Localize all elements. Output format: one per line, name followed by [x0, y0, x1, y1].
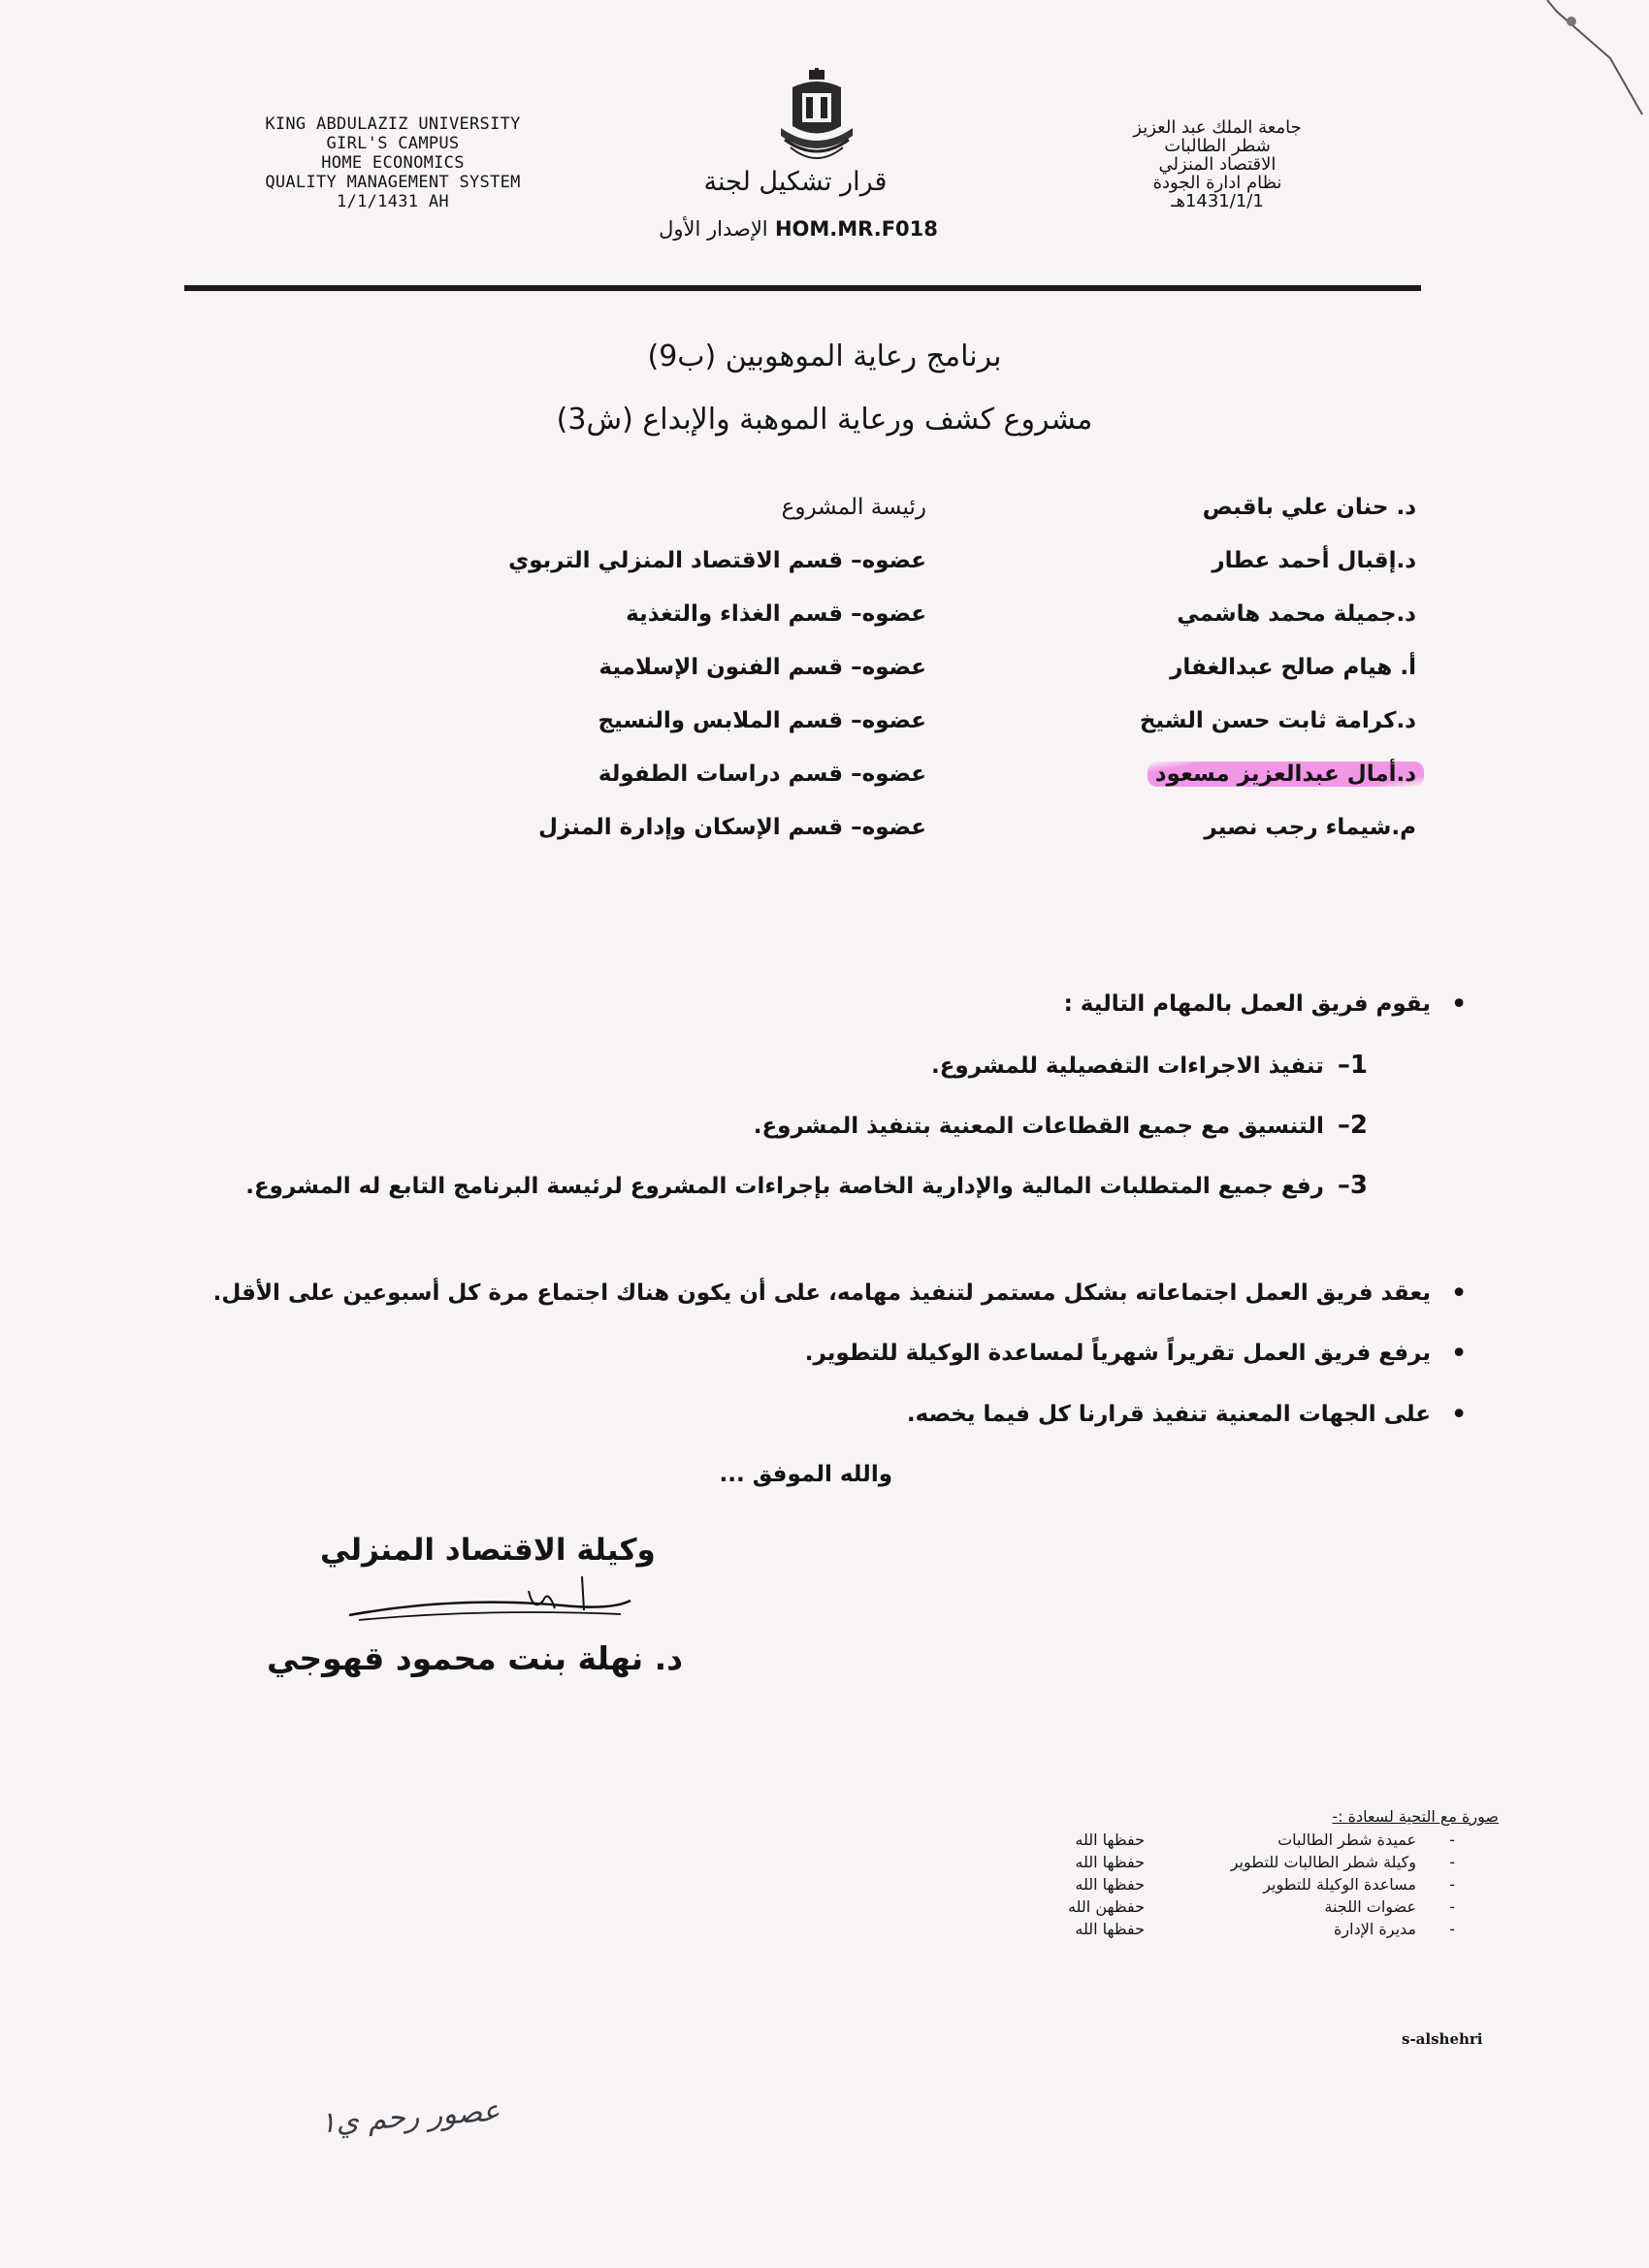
header-english [209, 114, 577, 211]
cc-dash: - [1449, 1897, 1455, 1916]
task-item [754, 1111, 1368, 1140]
member-name-highlighted: د.أمال عبدالعزيز مسعود [1148, 761, 1424, 787]
task-text: رفع جميع المتطلبات المالية والإدارية الخاصة بإجراءات المشروع لرئيسة البرنامج التابع له المشروع. [245, 1174, 1324, 1199]
university-logo [763, 68, 870, 175]
project-title: مشروع كشف ورعاية الموهبة والإبداع (ش3) [556, 403, 1093, 437]
tasks-intro: • يقوم فريق العمل بالمهام التالية : [1064, 991, 1431, 1017]
signatory-name: د. نهلة بنت محمود قهوجي [267, 1639, 684, 1677]
header-ar-line: نظام ادارة الجودة [1152, 173, 1282, 193]
member-role: عضوه– قسم الإسكان وإدارة المنزل [538, 815, 926, 840]
cc-dash: - [1449, 1920, 1455, 1938]
task-number: 1– [1337, 1051, 1368, 1080]
cc-list [1009, 1831, 1455, 1942]
header-en-line: QUALITY MANAGEMENT SYSTEM [265, 173, 521, 192]
member-name: د.كرامة ثابت حسن الشيخ [1139, 708, 1416, 733]
member-name: م.شيماء رجب نصير [1204, 815, 1416, 840]
cc-row [1009, 1831, 1455, 1853]
form-edition: الإصدار الأول [659, 217, 768, 241]
member-name: أ. هيام صالح عبدالغفار [1170, 655, 1416, 680]
cc-blessing: حفظها الله [1075, 1831, 1145, 1849]
cc-dash: - [1449, 1831, 1455, 1849]
staple-mark [1518, 0, 1649, 116]
cc-recipient: وكيلة شطر الطالبات للتطوير [1230, 1853, 1416, 1871]
cc-dash: - [1449, 1875, 1455, 1894]
program-title: برنامج رعاية الموهوبين (ب9) [647, 340, 1002, 373]
header-en-line: HOME ECONOMICS [321, 153, 465, 173]
footer-code: s-alshehri [1402, 2030, 1483, 2048]
task-text: تنفيذ الاجراءات التفصيلية للمشروع. [930, 1053, 1324, 1079]
header-divider [184, 285, 1421, 291]
task-text: التنسيق مع جميع القطاعات المعنية بتنفيذ المشروع. [753, 1114, 1324, 1139]
bullet-item: • يرفع فريق العمل تقريراً شهرياً لمساعدة الوكيلة للتطوير. [805, 1341, 1431, 1366]
member-row [0, 708, 1649, 757]
cc-recipient: مساعدة الوكيلة للتطوير [1263, 1875, 1416, 1894]
bullet-item: • يعقد فريق العمل اجتماعاته بشكل مستمر لتنفيذ مهامه، على أن يكون هناك اجتماع مرة كل أسبوعين على الأقل. [213, 1280, 1431, 1306]
cc-recipient: عضوات اللجنة [1324, 1897, 1416, 1916]
member-row [0, 548, 1649, 597]
header-ar-line: 1431/1/1هـ [1171, 191, 1264, 211]
cc-dash: - [1449, 1853, 1455, 1871]
member-row [0, 601, 1649, 650]
header-arabic [1086, 118, 1348, 211]
header-en-line: 1/1/1431 AH [337, 192, 449, 211]
cc-row [1009, 1897, 1455, 1920]
header-en-line: KING ABDULAZIZ UNIVERSITY [265, 114, 521, 134]
member-row [0, 495, 1649, 543]
member-row [0, 815, 1649, 863]
cc-row [1009, 1875, 1455, 1897]
task-number: 2– [1337, 1111, 1368, 1140]
cc-recipient: مديرة الإدارة [1334, 1920, 1416, 1938]
closing-phrase: والله الموفق ... [719, 1462, 892, 1487]
member-row [0, 761, 1649, 810]
task-number: 3– [1337, 1171, 1368, 1200]
cc-row [1009, 1920, 1455, 1942]
member-role: رئيسة المشروع [781, 495, 926, 520]
cc-heading: صورة مع التحية لسعادة :- [1332, 1807, 1499, 1826]
member-name: د.إقبال أحمد عطار [1212, 548, 1416, 573]
member-role: عضوه– قسم الملابس والنسيج [598, 708, 926, 733]
member-row [0, 655, 1649, 703]
header-en-line: GIRL'S CAMPUS [326, 134, 460, 153]
cc-blessing: حفظها الله [1075, 1920, 1145, 1938]
member-name: د.جميلة محمد هاشمي [1177, 601, 1416, 627]
cc-blessing: حفظها الله [1075, 1875, 1145, 1894]
cc-blessing: حفظهن الله [1068, 1897, 1145, 1916]
header-ar-line: الاقتصاد المنزلي [1158, 154, 1277, 175]
member-role: عضوه– قسم الاقتصاد المنزلي التربوي [508, 548, 926, 573]
form-title: قرار تشكيل لجنة [703, 167, 888, 197]
form-code-value: HOM.MR.F018 [774, 217, 938, 241]
member-name: د. حنان علي باقبص [1202, 495, 1416, 520]
task-item [245, 1171, 1368, 1200]
member-role: عضوه– قسم الغذاء والتغذية [626, 601, 926, 627]
member-role: عضوه– قسم دراسات الطفولة [598, 761, 926, 787]
handwritten-note: عصور رحم ي١ [319, 2093, 501, 2141]
form-code [621, 217, 970, 241]
cc-blessing: حفظها الله [1075, 1853, 1145, 1871]
cc-recipient: عميدة شطر الطالبات [1277, 1831, 1416, 1849]
header-ar-line: جامعة الملك عبد العزيز [1133, 117, 1302, 138]
header-ar-line: شطر الطالبات [1164, 136, 1271, 156]
bullet-item: • على الجهات المعنية تنفيذ قرارنا كل فيما يخصه. [907, 1402, 1431, 1427]
handwritten-signature [340, 1571, 650, 1644]
signatory-role: وكيلة الاقتصاد المنزلي [320, 1533, 656, 1568]
task-item [931, 1051, 1368, 1080]
cc-row [1009, 1853, 1455, 1875]
member-role: عضوه– قسم الفنون الإسلامية [598, 655, 926, 680]
